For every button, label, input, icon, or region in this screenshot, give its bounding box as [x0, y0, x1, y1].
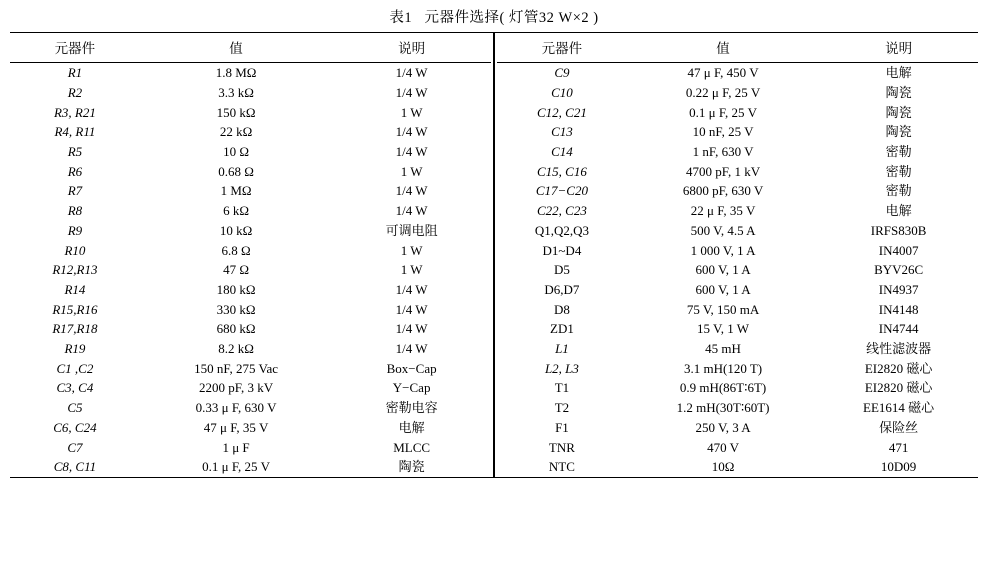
cell-part: R19 — [64, 341, 86, 357]
cell-value: 330 kΩ — [216, 301, 256, 317]
cell-note: 1 W — [400, 104, 423, 120]
cell-part: R3, R21 — [53, 104, 96, 120]
cell-note: 1/4 W — [395, 203, 428, 219]
cell-value: 1 MΩ — [220, 183, 252, 199]
table-row — [497, 162, 978, 182]
cell-part: D1~D4 — [542, 242, 582, 258]
table-row — [10, 418, 491, 438]
cell-part: D8 — [553, 301, 570, 317]
table-row — [10, 339, 491, 359]
table-row — [10, 378, 491, 398]
cell-note: 1/4 W — [395, 65, 428, 81]
cell-note: 密勒 — [885, 183, 912, 199]
cell-part: T2 — [554, 400, 570, 416]
header-note: 说明 — [819, 33, 978, 63]
cell-value: 0.22 μ F, 25 V — [685, 84, 761, 100]
cell-note: 1 W — [400, 262, 423, 278]
table-row — [10, 63, 491, 83]
cell-value: 0.9 mH(86T∶6T) — [679, 380, 767, 396]
cell-note: 电解 — [885, 203, 912, 219]
cell-part: C13 — [551, 124, 573, 140]
cell-part: TNR — [548, 439, 575, 455]
header-row — [497, 33, 978, 63]
cell-part: R9 — [67, 222, 83, 238]
cell-part: L1 — [555, 341, 569, 357]
cell-part: C3, C4 — [56, 380, 94, 396]
table-row — [10, 319, 491, 339]
cell-part: R5 — [67, 144, 83, 159]
cell-note: 线性滤波器 — [866, 341, 932, 357]
cell-value: 0.33 μ F, 630 V — [195, 400, 277, 416]
cell-value: 180 kΩ — [216, 281, 256, 297]
table-row — [10, 102, 491, 122]
cell-note: 密勒 — [885, 144, 912, 159]
table-row — [497, 437, 978, 457]
cell-part: C12, C21 — [537, 104, 587, 120]
cell-note: EI2820 磁心 — [864, 360, 933, 376]
table-row — [497, 457, 978, 477]
table-row — [497, 378, 978, 398]
table-row — [497, 280, 978, 300]
cell-value: 6 kΩ — [223, 203, 250, 219]
cell-value: 6800 pF, 630 V — [682, 183, 764, 199]
left-table — [10, 33, 491, 477]
cell-value: 6.8 Ω — [221, 242, 251, 258]
table-row — [10, 437, 491, 457]
cell-value: 10Ω — [711, 459, 735, 475]
cell-note: 1/4 W — [395, 84, 428, 100]
table-row — [10, 260, 491, 280]
table-caption: 表1 元器件选择( 灯管32 W×2 ) — [389, 10, 599, 26]
cell-note: IN4007 — [878, 242, 919, 258]
cell-note: 1/4 W — [395, 281, 428, 297]
table-row — [497, 359, 978, 379]
cell-part: R4, R11 — [54, 124, 96, 140]
cell-note: IRFS830B — [870, 222, 927, 238]
cell-part: R14 — [64, 281, 86, 297]
header-value: 值 — [627, 33, 819, 63]
right-table-head — [497, 33, 978, 63]
cell-value: 0.1 μ F, 25 V — [202, 459, 270, 475]
cell-note: 10D09 — [880, 459, 917, 475]
cell-part: C14 — [551, 144, 573, 159]
table-row — [10, 162, 491, 182]
cell-part: R1 — [67, 65, 83, 81]
table-row — [10, 240, 491, 260]
table-row — [10, 398, 491, 418]
cell-value: 250 V, 3 A — [695, 419, 751, 435]
table-row — [10, 142, 491, 162]
cell-note: 1/4 W — [395, 144, 428, 159]
table-row — [10, 122, 491, 142]
cell-note: Box−Cap — [386, 360, 437, 376]
cell-note: 陶瓷 — [398, 459, 425, 475]
table-row — [10, 280, 491, 300]
cell-part: R6 — [67, 163, 83, 179]
cell-value: 3.3 kΩ — [218, 84, 254, 100]
cell-value: 15 V, 1 W — [697, 321, 750, 337]
cell-note: IN4937 — [878, 281, 919, 297]
cell-part: C6, C24 — [53, 419, 97, 435]
cell-value: 150 nF, 275 Vac — [194, 360, 279, 376]
table-row — [10, 201, 491, 221]
header-row — [10, 33, 491, 63]
cell-note: 电解 — [398, 419, 425, 435]
cell-note: 1/4 W — [395, 183, 428, 199]
cell-value: 4700 pF, 1 kV — [686, 163, 761, 179]
table-row — [497, 418, 978, 438]
cell-note: 1/4 W — [395, 321, 428, 337]
cell-note: 保险丝 — [879, 419, 919, 435]
cell-value: 470 V — [707, 439, 739, 455]
cell-part: R15,R16 — [52, 301, 98, 317]
cell-part: F1 — [555, 419, 569, 435]
cell-note: 1/4 W — [395, 341, 428, 357]
cell-note: MLCC — [393, 439, 431, 455]
cell-value: 600 V, 1 A — [695, 281, 751, 297]
cell-part: C8, C11 — [53, 459, 97, 475]
table-row — [10, 221, 491, 241]
cell-part: R7 — [67, 183, 83, 199]
cell-value: 47 μ F, 450 V — [687, 65, 759, 81]
cell-value: 1 000 V, 1 A — [690, 242, 756, 258]
cell-note: 陶瓷 — [885, 124, 912, 140]
cell-part: C22, C23 — [537, 203, 587, 219]
table-row — [497, 102, 978, 122]
table-row — [497, 260, 978, 280]
header-note: 说明 — [332, 33, 491, 63]
table-row — [497, 221, 978, 241]
cell-note: EI2820 磁心 — [864, 380, 933, 396]
cell-value: 22 kΩ — [219, 124, 253, 140]
cell-note: IN4744 — [878, 321, 919, 337]
cell-value: 8.2 kΩ — [218, 341, 254, 357]
cell-part: C1 ,C2 — [56, 360, 94, 376]
right-table — [497, 33, 978, 477]
cell-value: 150 kΩ — [216, 104, 256, 120]
cell-part: L2, L3 — [544, 360, 579, 376]
cell-note: Y−Cap — [392, 380, 431, 396]
table-row — [497, 181, 978, 201]
table-row — [497, 299, 978, 319]
cell-part: ZD1 — [550, 321, 574, 337]
cell-value: 600 V, 1 A — [695, 262, 751, 278]
cell-part: C9 — [554, 65, 570, 81]
cell-value: 1.2 mH(30T∶60T) — [676, 400, 770, 416]
cell-value: 22 μ F, 35 V — [690, 203, 756, 219]
cell-value: 680 kΩ — [216, 321, 256, 337]
cell-value: 1.8 MΩ — [215, 65, 257, 81]
table-row — [497, 398, 978, 418]
cell-part: R10 — [64, 242, 86, 258]
table-row — [497, 319, 978, 339]
left-table-head — [10, 33, 491, 63]
table-row — [10, 299, 491, 319]
cell-note: 陶瓷 — [885, 104, 912, 120]
cell-value: 2200 pF, 3 kV — [199, 380, 274, 396]
right-table-body — [497, 63, 978, 477]
cell-part: R2 — [67, 84, 83, 100]
cell-part: Q1,Q2,Q3 — [534, 222, 590, 238]
cell-part: C15, C16 — [537, 163, 587, 179]
cell-value: 47 μ F, 35 V — [203, 419, 269, 435]
cell-note: IN4148 — [878, 301, 919, 317]
table-row — [497, 122, 978, 142]
cell-value: 47 Ω — [223, 262, 250, 278]
cell-part: R8 — [67, 203, 83, 219]
left-table-wrap — [10, 33, 491, 477]
cell-note: 密勒电容 — [385, 400, 438, 416]
table-row — [497, 63, 978, 83]
cell-part: C10 — [551, 84, 573, 100]
cell-part: C7 — [67, 439, 83, 455]
left-table-body — [10, 63, 491, 477]
cell-note: 可调电阻 — [385, 222, 438, 238]
cell-note: 密勒 — [885, 163, 912, 179]
table-row — [497, 142, 978, 162]
cell-note: 1 W — [400, 163, 423, 179]
table-row — [497, 339, 978, 359]
cell-value: 10 kΩ — [219, 222, 253, 238]
cell-part: T1 — [554, 380, 570, 396]
table-row — [497, 201, 978, 221]
table-row — [497, 83, 978, 103]
table-row — [10, 359, 491, 379]
cell-note: 电解 — [885, 65, 912, 81]
cell-value: 75 V, 150 mA — [686, 301, 760, 317]
cell-note: 471 — [888, 439, 909, 455]
cell-value: 500 V, 4.5 A — [690, 222, 756, 238]
cell-value: 0.68 Ω — [218, 163, 254, 179]
cell-note: 陶瓷 — [885, 84, 912, 100]
cell-part: C5 — [67, 400, 83, 416]
cell-part: NTC — [548, 459, 575, 475]
cell-value: 10 Ω — [223, 144, 250, 159]
cell-part: R12,R13 — [52, 262, 98, 278]
cell-part: R17,R18 — [52, 321, 98, 337]
table-row — [10, 457, 491, 477]
cell-note: 1 W — [400, 242, 423, 258]
cell-value: 1 nF, 630 V — [692, 144, 754, 159]
cell-note: 1/4 W — [395, 124, 428, 140]
table-row — [10, 83, 491, 103]
table-row — [10, 181, 491, 201]
cell-note: EE1614 磁心 — [863, 400, 935, 416]
cell-value: 45 mH — [705, 341, 741, 357]
right-table-wrap — [497, 33, 978, 477]
components-table — [10, 32, 978, 478]
cell-part: D6,D7 — [544, 281, 580, 297]
cell-part: D5 — [553, 262, 570, 278]
cell-note: BYV26C — [874, 262, 924, 278]
cell-value: 10 nF, 25 V — [692, 124, 754, 140]
table-divider — [493, 33, 495, 477]
cell-value: 1 μ F — [222, 439, 250, 455]
cell-value: 0.1 μ F, 25 V — [689, 104, 757, 120]
header-value: 值 — [140, 33, 332, 63]
cell-part: C17−C20 — [535, 183, 588, 199]
cell-value: 3.1 mH(120 T) — [683, 360, 763, 376]
cell-note: 1/4 W — [395, 301, 428, 317]
header-part: 元器件 — [10, 33, 140, 63]
header-part: 元器件 — [497, 33, 627, 63]
table-row — [497, 240, 978, 260]
